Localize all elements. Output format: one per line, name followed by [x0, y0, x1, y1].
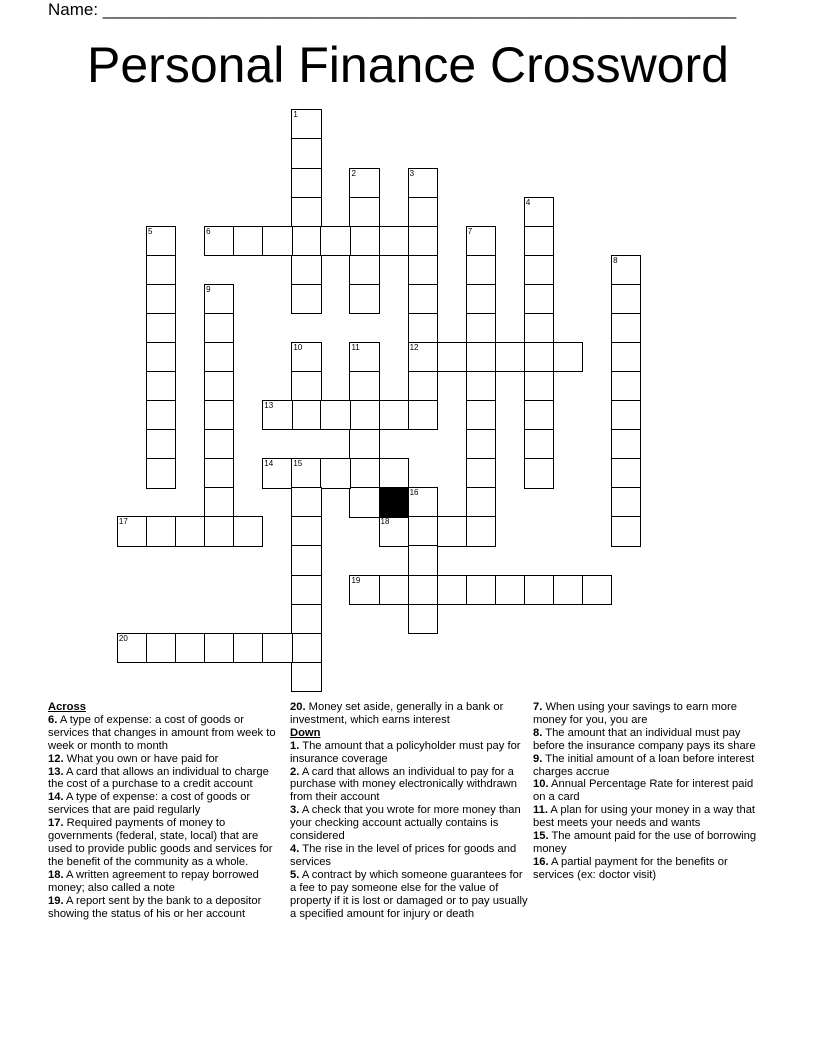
grid-cell[interactable] — [524, 429, 554, 459]
grid-cell[interactable] — [146, 226, 176, 256]
clue-section-header: Across — [48, 701, 86, 713]
grid-cell[interactable] — [582, 575, 612, 605]
clue-number: 12 — [409, 342, 419, 352]
grid-cell[interactable] — [379, 400, 409, 430]
clue-item — [533, 804, 763, 830]
clue-item-text: A type of expense: a cost of goods or services that are paid regularly — [48, 791, 251, 817]
grid-cell[interactable] — [379, 516, 409, 546]
grid-cell[interactable] — [466, 400, 496, 430]
grid-cell[interactable] — [291, 255, 321, 285]
clue-item-number: 5. — [290, 868, 300, 881]
grid-cell[interactable] — [349, 400, 379, 430]
clue-number: 6 — [206, 226, 211, 236]
grid-cell[interactable] — [408, 284, 438, 314]
grid-cell[interactable] — [262, 400, 292, 430]
clue-item — [290, 740, 528, 766]
grid-cell[interactable] — [408, 168, 438, 198]
clue-item-number: 1. — [290, 739, 300, 752]
grid-cell[interactable] — [320, 226, 350, 256]
clue-item — [533, 778, 763, 804]
grid-cell[interactable] — [117, 516, 147, 546]
grid-cell[interactable] — [146, 284, 176, 314]
grid-cell[interactable] — [553, 575, 583, 605]
grid-cell[interactable] — [408, 226, 438, 256]
grid-cell[interactable] — [349, 226, 379, 256]
grid-cell[interactable] — [291, 109, 321, 139]
clue-item-number: 12. — [48, 752, 64, 765]
grid-cell[interactable] — [611, 458, 641, 488]
clue-number: 2 — [351, 168, 356, 178]
grid-cell[interactable] — [466, 284, 496, 314]
grid-cell[interactable] — [408, 575, 438, 605]
clue-number: 17 — [118, 517, 128, 527]
clue-number: 11 — [351, 342, 360, 352]
clue-item-number: 13. — [48, 765, 64, 778]
clue-item — [290, 766, 528, 805]
clue-item — [290, 869, 528, 921]
clue-item-text: Money set aside, generally in a bank or investment, which earns interest — [290, 701, 504, 726]
clue-item-text: Annual Percentage Rate for interest paid on a card — [533, 778, 754, 804]
grid-cell[interactable] — [349, 575, 379, 605]
grid-cell[interactable] — [175, 516, 205, 546]
grid-cell[interactable] — [408, 487, 438, 517]
grid-cell[interactable] — [262, 226, 292, 256]
clue-item-number: 7. — [533, 701, 543, 713]
clue-item-text: A report sent by the bank to a depositor showing the status of his or her account — [48, 894, 262, 920]
clue-item-text: What you own or have paid for — [63, 752, 219, 765]
grid-cell[interactable] — [466, 429, 496, 459]
clue-number: 4 — [525, 197, 531, 207]
clue-item — [290, 701, 528, 727]
grid-cell[interactable] — [349, 487, 379, 517]
grid-cell[interactable] — [204, 226, 234, 256]
clue-item-number: 17. — [48, 817, 64, 830]
clue-item — [48, 753, 283, 766]
clue-item-text: The rise in the level of prices for goods and services — [290, 842, 517, 868]
grid-cell[interactable] — [611, 255, 641, 285]
grid-cell[interactable] — [146, 429, 176, 459]
clue-item-text: A card that allows an individual to charge the cost of a purchase to a credit account — [48, 765, 269, 791]
clue-item-text: A check that you wrote for more money than your checking account actually contains is considered — [290, 804, 521, 843]
grid-cell[interactable] — [291, 400, 321, 430]
grid-cell[interactable] — [262, 633, 292, 663]
grid-cell[interactable] — [553, 342, 583, 372]
grid-cell[interactable] — [466, 226, 496, 256]
grid-cell[interactable] — [291, 138, 321, 168]
grid-cell[interactable] — [146, 342, 176, 372]
clue-item-text: The amount paid for the use of borrowing money — [533, 830, 757, 855]
grid-cell[interactable] — [611, 284, 641, 314]
grid-cell[interactable] — [349, 458, 379, 488]
grid-cell[interactable] — [379, 458, 409, 488]
clue-item — [533, 701, 763, 727]
grid-cell[interactable] — [146, 633, 176, 663]
clue-item-number: 10. — [533, 778, 549, 791]
grid-cell[interactable] — [291, 487, 321, 517]
clue-number: 5 — [147, 226, 153, 236]
clue-item-text: Required payments of money to governments (federal, state, local) that are used to provide public goods and services for the benefit of the community as a whole. — [48, 817, 273, 868]
grid-cell[interactable] — [408, 197, 438, 227]
clue-item-number: 14. — [48, 791, 64, 804]
clue-item — [290, 843, 528, 869]
grid-cell[interactable] — [146, 371, 176, 401]
grid-cell[interactable] — [524, 284, 554, 314]
grid-cell[interactable] — [204, 371, 234, 401]
clue-column-2 — [290, 701, 528, 920]
clue-item-text: A card that allows an individual to pay for a purchase with money electronically withdrawn from their account — [290, 765, 517, 804]
grid-cell[interactable] — [524, 458, 554, 488]
grid-cell[interactable] — [466, 487, 496, 517]
grid-cell[interactable] — [291, 458, 321, 488]
clue-item — [48, 791, 283, 817]
grid-cell[interactable] — [291, 575, 321, 605]
black-cell — [379, 487, 409, 517]
clue-item-number: 11. — [533, 804, 548, 817]
clue-column-1 — [48, 701, 283, 920]
clue-number: 10 — [293, 342, 303, 352]
grid-cell[interactable] — [204, 313, 234, 343]
grid-cell[interactable] — [349, 342, 379, 372]
grid-cell[interactable] — [437, 516, 467, 546]
clue-item-number: 4. — [290, 842, 300, 855]
name-field[interactable]: Name: ___________________________________________________________________ — [48, 0, 737, 19]
grid-cell[interactable] — [524, 371, 554, 401]
grid-cell[interactable] — [233, 633, 263, 663]
grid-cell[interactable] — [233, 516, 263, 546]
grid-cell[interactable] — [291, 633, 321, 663]
grid-cell[interactable] — [466, 516, 496, 546]
grid-cell[interactable] — [204, 284, 234, 314]
grid-cell[interactable] — [408, 313, 438, 343]
grid-cell[interactable] — [466, 342, 496, 372]
clue-number: 16 — [409, 488, 419, 498]
clue-item-text: When using your savings to earn more money for you, you are — [533, 701, 737, 726]
grid-cell[interactable] — [291, 604, 321, 634]
clue-number: 13 — [264, 401, 274, 411]
grid-cell[interactable] — [611, 516, 641, 546]
clue-item — [48, 714, 283, 753]
grid-cell[interactable] — [291, 342, 321, 372]
clue-number: 14 — [264, 459, 274, 469]
grid-cell[interactable] — [524, 255, 554, 285]
clue-item — [533, 753, 763, 779]
grid-cell[interactable] — [146, 458, 176, 488]
grid-cell[interactable] — [291, 284, 321, 314]
grid-cell[interactable] — [611, 429, 641, 459]
clue-item-number: 9. — [533, 752, 543, 765]
clue-column-3 — [533, 701, 763, 882]
grid-cell[interactable] — [379, 226, 409, 256]
grid-cell[interactable] — [379, 575, 409, 605]
grid-cell[interactable] — [349, 371, 379, 401]
grid-cell[interactable] — [204, 400, 234, 430]
clue-item-number: 6. — [48, 713, 58, 726]
grid-cell[interactable] — [466, 575, 496, 605]
clue-number: 19 — [351, 575, 361, 585]
clue-item-text: The amount that an individual must pay before the insurance company pays its share — [533, 726, 756, 752]
clue-item-text: The amount that a policyholder must pay for insurance coverage — [290, 739, 521, 765]
grid-cell[interactable] — [291, 371, 321, 401]
clue-item-text: A plan for using your money in a way that best meets your needs and wants — [533, 804, 756, 830]
grid-cell[interactable] — [349, 255, 379, 285]
clue-item-text: A partial payment for the benefits or services (ex: doctor visit) — [533, 855, 728, 881]
grid-cell[interactable] — [117, 633, 147, 663]
grid-cell[interactable] — [611, 400, 641, 430]
clue-item-number: 2. — [290, 765, 300, 778]
grid-cell[interactable] — [466, 313, 496, 343]
grid-cell[interactable] — [524, 342, 554, 372]
clue-item — [48, 817, 283, 869]
grid-cell[interactable] — [349, 197, 379, 227]
clue-number: 20 — [118, 633, 128, 643]
clue-item-number: 16. — [533, 855, 549, 868]
clue-item-number: 15. — [533, 830, 549, 843]
grid-cell[interactable] — [291, 168, 321, 198]
grid-cell[interactable] — [408, 516, 438, 546]
clue-item — [48, 895, 283, 921]
clue-item — [533, 727, 763, 753]
grid-cell[interactable] — [524, 400, 554, 430]
clue-section-header: Down — [290, 726, 321, 739]
grid-cell[interactable] — [611, 487, 641, 517]
grid-cell[interactable] — [204, 458, 234, 488]
grid-cell[interactable] — [146, 313, 176, 343]
grid-cell[interactable] — [408, 400, 438, 430]
grid-cell[interactable] — [291, 545, 321, 575]
grid-cell[interactable] — [320, 458, 350, 488]
grid-cell[interactable] — [611, 371, 641, 401]
grid-cell[interactable] — [524, 226, 554, 256]
clue-number: 1 — [293, 110, 298, 120]
grid-cell[interactable] — [204, 342, 234, 372]
grid-cell[interactable] — [291, 662, 321, 692]
grid-cell[interactable] — [204, 487, 234, 517]
grid-cell[interactable] — [495, 575, 525, 605]
grid-cell[interactable] — [320, 400, 350, 430]
grid-cell[interactable] — [495, 342, 525, 372]
grid-cell[interactable] — [291, 197, 321, 227]
grid-cell[interactable] — [611, 342, 641, 372]
grid-cell[interactable] — [204, 516, 234, 546]
grid-cell[interactable] — [611, 313, 641, 343]
grid-cell[interactable] — [408, 371, 438, 401]
grid-cell[interactable] — [291, 516, 321, 546]
clue-item — [533, 830, 763, 856]
grid-cell[interactable] — [408, 545, 438, 575]
clue-item-number: 3. — [290, 804, 300, 817]
grid-cell[interactable] — [437, 342, 467, 372]
clue-item-number: 19. — [48, 894, 64, 907]
grid-cell[interactable] — [408, 342, 438, 372]
grid-cell[interactable] — [204, 429, 234, 459]
clue-item-number: 20. — [290, 701, 306, 713]
clue-number: 8 — [613, 255, 618, 265]
clue-number: 7 — [467, 226, 473, 236]
clue-item-number: 8. — [533, 726, 543, 739]
grid-cell[interactable] — [349, 429, 379, 459]
grid-cell[interactable] — [466, 458, 496, 488]
grid-cell[interactable] — [175, 633, 205, 663]
clue-number: 3 — [409, 168, 415, 178]
grid-cell[interactable] — [262, 458, 292, 488]
clue-item-text: A written agreement to repay borrowed money; also called a note — [48, 868, 259, 894]
grid-cell[interactable] — [466, 255, 496, 285]
clue-item-number: 18. — [48, 868, 64, 881]
grid-cell[interactable] — [349, 284, 379, 314]
clue-number: 15 — [293, 459, 303, 469]
grid-cell[interactable] — [146, 400, 176, 430]
clue-item — [290, 804, 528, 843]
clue-item-text: A type of expense: a cost of goods or services that changes in amount from week to week or month to month — [48, 713, 276, 752]
grid-cell[interactable] — [524, 313, 554, 343]
page-title: Personal Finance Crossword — [87, 37, 729, 93]
grid-cell[interactable] — [524, 575, 554, 605]
grid-cell[interactable] — [146, 255, 176, 285]
grid-cell[interactable] — [437, 575, 467, 605]
clue-number: 18 — [380, 517, 390, 527]
grid-cell[interactable] — [233, 226, 263, 256]
grid-cell[interactable] — [146, 516, 176, 546]
clue-item — [48, 869, 283, 895]
clue-item — [533, 856, 763, 882]
clue-item-text: The initial amount of a loan before interest charges accrue — [533, 752, 755, 778]
clue-item — [48, 766, 283, 792]
grid-cell[interactable] — [466, 371, 496, 401]
grid-cell[interactable] — [204, 633, 234, 663]
grid-cell[interactable] — [349, 168, 379, 198]
grid-cell[interactable] — [408, 604, 438, 634]
grid-cell[interactable] — [524, 197, 554, 227]
grid-cell[interactable] — [408, 255, 438, 285]
grid-cell[interactable] — [291, 226, 321, 256]
clue-item-text: A contract by which someone guarantees for a fee to pay someone else for the value of property if it is lost or damaged or to pay usually a specified amount for injury or death — [290, 868, 528, 920]
clue-number: 9 — [206, 284, 211, 294]
